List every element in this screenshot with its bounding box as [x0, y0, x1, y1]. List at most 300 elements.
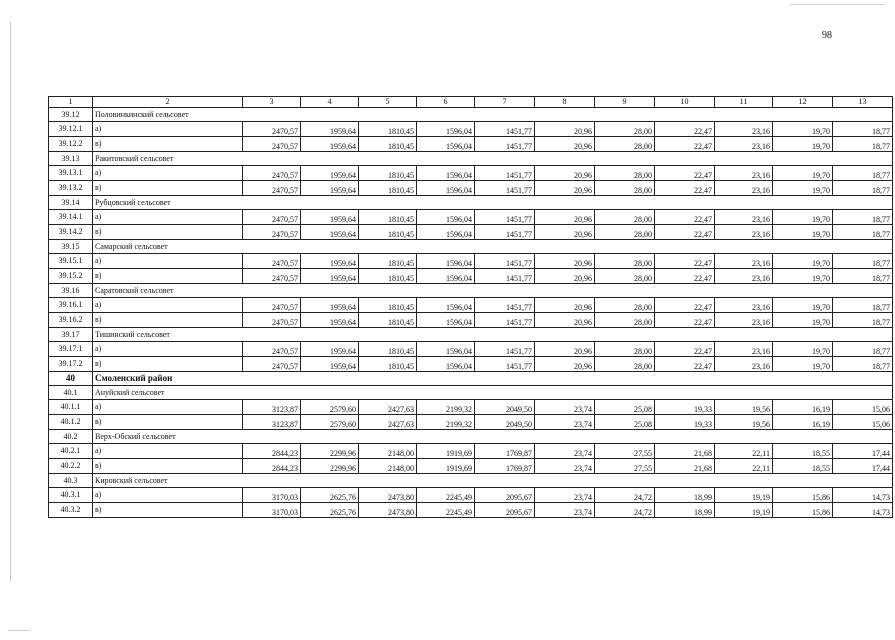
value-cell: 14,73 — [833, 488, 893, 503]
table-row — [49, 269, 893, 284]
value-cell: 1810,45 — [359, 166, 417, 181]
table-row — [49, 342, 893, 357]
value-cell: 18,55 — [773, 444, 833, 459]
value-cell: 19,56 — [715, 415, 773, 430]
value-cell: 28,00 — [595, 269, 655, 284]
section-name: Саратовский сельсовет — [93, 284, 893, 298]
row-code: 40.3.2 — [49, 503, 93, 518]
value-cell: 18,99 — [655, 503, 715, 518]
value-cell: 3123,87 — [243, 415, 301, 430]
value-cell: 1596,04 — [417, 298, 475, 313]
value-cell: 2199,32 — [417, 415, 475, 430]
value-cell: 18,77 — [833, 210, 893, 225]
row-variant-label: а) — [93, 210, 243, 225]
section-row — [49, 240, 893, 254]
value-cell: 27,55 — [595, 444, 655, 459]
row-code: 39.15 — [49, 240, 93, 254]
value-cell: 21,68 — [655, 444, 715, 459]
table-row — [49, 137, 893, 152]
row-variant-label: в) — [93, 225, 243, 240]
value-cell: 2470,57 — [243, 342, 301, 357]
value-cell: 1596,04 — [417, 122, 475, 137]
value-cell: 28,00 — [595, 137, 655, 152]
row-code: 39.14.2 — [49, 225, 93, 240]
value-cell: 18,77 — [833, 181, 893, 196]
section-name: Верх-Обский сельсовет — [93, 430, 893, 444]
value-cell: 2470,57 — [243, 225, 301, 240]
value-cell: 19,70 — [773, 313, 833, 328]
value-cell: 2470,57 — [243, 122, 301, 137]
value-cell: 1596,04 — [417, 254, 475, 269]
row-code: 40.2 — [49, 430, 93, 444]
row-code: 39.14 — [49, 196, 93, 210]
column-header: 2 — [93, 97, 243, 108]
value-cell: 15,06 — [833, 415, 893, 430]
table-row — [49, 210, 893, 225]
value-cell: 1596,04 — [417, 137, 475, 152]
column-header: 3 — [243, 97, 301, 108]
value-cell: 28,00 — [595, 225, 655, 240]
value-cell: 2579,60 — [301, 400, 359, 415]
value-cell: 1959,64 — [301, 342, 359, 357]
row-code: 39.15.2 — [49, 269, 93, 284]
value-cell: 1596,04 — [417, 166, 475, 181]
value-cell: 18,77 — [833, 225, 893, 240]
value-cell: 20,96 — [535, 166, 595, 181]
value-cell: 1959,64 — [301, 269, 359, 284]
value-cell: 3123,87 — [243, 400, 301, 415]
value-cell: 1810,45 — [359, 269, 417, 284]
value-cell: 1596,04 — [417, 313, 475, 328]
value-cell: 2470,57 — [243, 181, 301, 196]
row-code: 40.3 — [49, 474, 93, 488]
value-cell: 19,19 — [715, 488, 773, 503]
value-cell: 19,70 — [773, 210, 833, 225]
value-cell: 28,00 — [595, 342, 655, 357]
value-cell: 22,47 — [655, 210, 715, 225]
value-cell: 2148,00 — [359, 459, 417, 474]
value-cell: 1959,64 — [301, 137, 359, 152]
row-code: 39.17.2 — [49, 357, 93, 372]
value-cell: 14,73 — [833, 503, 893, 518]
value-cell: 3170,03 — [243, 488, 301, 503]
row-code: 39.16 — [49, 284, 93, 298]
column-header: 6 — [417, 97, 475, 108]
value-cell: 22,47 — [655, 166, 715, 181]
value-cell: 2427,63 — [359, 400, 417, 415]
value-cell: 28,00 — [595, 357, 655, 372]
scan-edge-left — [10, 22, 11, 582]
table-row — [49, 254, 893, 269]
row-code: 40.1.2 — [49, 415, 93, 430]
value-cell: 1959,64 — [301, 254, 359, 269]
value-cell: 1451,77 — [475, 254, 535, 269]
value-cell: 19,70 — [773, 298, 833, 313]
column-header: 11 — [715, 97, 773, 108]
table-row — [49, 122, 893, 137]
value-cell: 2844,23 — [243, 459, 301, 474]
value-cell: 1810,45 — [359, 357, 417, 372]
value-cell: 20,96 — [535, 137, 595, 152]
value-cell: 20,96 — [535, 298, 595, 313]
value-cell: 19,70 — [773, 181, 833, 196]
value-cell: 1451,77 — [475, 122, 535, 137]
value-cell: 2625,76 — [301, 488, 359, 503]
value-cell: 1959,64 — [301, 357, 359, 372]
value-cell: 1451,77 — [475, 210, 535, 225]
value-cell: 22,47 — [655, 342, 715, 357]
row-code: 39.12.1 — [49, 122, 93, 137]
scan-mark-bottom — [8, 630, 30, 631]
row-variant-label: в) — [93, 313, 243, 328]
value-cell: 19,56 — [715, 400, 773, 415]
value-cell: 20,96 — [535, 225, 595, 240]
section-row — [49, 430, 893, 444]
table-row — [49, 400, 893, 415]
row-variant-label: а) — [93, 400, 243, 415]
scan-edge-top — [790, 4, 885, 5]
row-code: 39.16.1 — [49, 298, 93, 313]
value-cell: 1596,04 — [417, 225, 475, 240]
value-cell: 23,16 — [715, 225, 773, 240]
value-cell: 20,96 — [535, 181, 595, 196]
value-cell: 2470,57 — [243, 313, 301, 328]
value-cell: 2473,80 — [359, 503, 417, 518]
row-variant-label: а) — [93, 342, 243, 357]
value-cell: 28,00 — [595, 254, 655, 269]
value-cell: 16,19 — [773, 400, 833, 415]
table-body — [49, 97, 893, 518]
value-cell: 1451,77 — [475, 166, 535, 181]
tariff-table — [48, 96, 893, 518]
section-row — [49, 474, 893, 488]
table-header-row — [49, 97, 893, 108]
value-cell: 24,72 — [595, 488, 655, 503]
value-cell: 20,96 — [535, 210, 595, 225]
value-cell: 23,16 — [715, 122, 773, 137]
value-cell: 1810,45 — [359, 210, 417, 225]
value-cell: 16,19 — [773, 415, 833, 430]
value-cell: 2299,96 — [301, 444, 359, 459]
value-cell: 22,47 — [655, 137, 715, 152]
section-name: Тишинский сельсовет — [93, 328, 893, 342]
value-cell: 1810,45 — [359, 181, 417, 196]
column-header: 1 — [49, 97, 93, 108]
value-cell: 2095,67 — [475, 503, 535, 518]
value-cell: 22,47 — [655, 181, 715, 196]
value-cell: 2579,60 — [301, 415, 359, 430]
value-cell: 1596,04 — [417, 269, 475, 284]
row-variant-label: а) — [93, 488, 243, 503]
row-code: 40.1.1 — [49, 400, 93, 415]
value-cell: 1919,69 — [417, 444, 475, 459]
value-cell: 2473,80 — [359, 488, 417, 503]
value-cell: 2470,57 — [243, 166, 301, 181]
value-cell: 1959,64 — [301, 181, 359, 196]
value-cell: 1451,77 — [475, 298, 535, 313]
value-cell: 1596,04 — [417, 181, 475, 196]
value-cell: 1451,77 — [475, 181, 535, 196]
table-row — [49, 488, 893, 503]
value-cell: 19,33 — [655, 415, 715, 430]
table-row — [49, 166, 893, 181]
value-cell: 1959,64 — [301, 122, 359, 137]
value-cell: 23,16 — [715, 137, 773, 152]
row-code: 39.17.1 — [49, 342, 93, 357]
table-row — [49, 313, 893, 328]
column-header: 13 — [833, 97, 893, 108]
value-cell: 28,00 — [595, 166, 655, 181]
value-cell: 17,44 — [833, 459, 893, 474]
value-cell: 2844,23 — [243, 444, 301, 459]
value-cell: 2470,57 — [243, 210, 301, 225]
value-cell: 1810,45 — [359, 225, 417, 240]
row-variant-label: а) — [93, 122, 243, 137]
table-row — [49, 225, 893, 240]
value-cell: 28,00 — [595, 181, 655, 196]
value-cell: 23,74 — [535, 503, 595, 518]
value-cell: 19,70 — [773, 254, 833, 269]
value-cell: 28,00 — [595, 313, 655, 328]
value-cell: 22,47 — [655, 313, 715, 328]
row-code: 40.3.1 — [49, 488, 93, 503]
section-row — [49, 386, 893, 400]
column-header: 8 — [535, 97, 595, 108]
row-code: 40.2.1 — [49, 444, 93, 459]
value-cell: 1451,77 — [475, 137, 535, 152]
value-cell: 1451,77 — [475, 357, 535, 372]
value-cell: 1919,69 — [417, 459, 475, 474]
row-code: 39.17 — [49, 328, 93, 342]
value-cell: 1959,64 — [301, 210, 359, 225]
value-cell: 25,08 — [595, 400, 655, 415]
value-cell: 25,08 — [595, 415, 655, 430]
value-cell: 19,33 — [655, 400, 715, 415]
value-cell: 18,77 — [833, 342, 893, 357]
value-cell: 23,16 — [715, 342, 773, 357]
value-cell: 23,16 — [715, 313, 773, 328]
row-variant-label: в) — [93, 269, 243, 284]
table-row — [49, 357, 893, 372]
value-cell: 22,11 — [715, 444, 773, 459]
value-cell: 19,70 — [773, 137, 833, 152]
section-row — [49, 284, 893, 298]
row-variant-label: а) — [93, 254, 243, 269]
value-cell: 22,47 — [655, 269, 715, 284]
value-cell: 1451,77 — [475, 225, 535, 240]
value-cell: 23,16 — [715, 181, 773, 196]
value-cell: 23,74 — [535, 444, 595, 459]
value-cell: 28,00 — [595, 298, 655, 313]
column-header: 9 — [595, 97, 655, 108]
page-number: 98 — [822, 30, 832, 41]
value-cell: 1810,45 — [359, 254, 417, 269]
value-cell: 19,70 — [773, 269, 833, 284]
row-code: 39.16.2 — [49, 313, 93, 328]
row-variant-label: в) — [93, 459, 243, 474]
value-cell: 15,06 — [833, 400, 893, 415]
value-cell: 1959,64 — [301, 298, 359, 313]
value-cell: 1451,77 — [475, 269, 535, 284]
row-variant-label: а) — [93, 166, 243, 181]
value-cell: 23,16 — [715, 269, 773, 284]
value-cell: 2245,49 — [417, 503, 475, 518]
row-code: 39.13.2 — [49, 181, 93, 196]
value-cell: 22,47 — [655, 357, 715, 372]
table-row — [49, 415, 893, 430]
section-row — [49, 328, 893, 342]
value-cell: 23,16 — [715, 166, 773, 181]
value-cell: 21,68 — [655, 459, 715, 474]
row-code: 39.15.1 — [49, 254, 93, 269]
section-row — [49, 152, 893, 166]
value-cell: 19,19 — [715, 503, 773, 518]
value-cell: 22,47 — [655, 298, 715, 313]
value-cell: 15,86 — [773, 488, 833, 503]
value-cell: 23,74 — [535, 488, 595, 503]
value-cell: 19,70 — [773, 357, 833, 372]
value-cell: 2148,00 — [359, 444, 417, 459]
value-cell: 15,86 — [773, 503, 833, 518]
value-cell: 2470,57 — [243, 357, 301, 372]
value-cell: 1959,64 — [301, 225, 359, 240]
value-cell: 22,47 — [655, 122, 715, 137]
value-cell: 28,00 — [595, 122, 655, 137]
value-cell: 18,77 — [833, 357, 893, 372]
column-header: 10 — [655, 97, 715, 108]
row-variant-label: в) — [93, 181, 243, 196]
value-cell: 18,77 — [833, 254, 893, 269]
district-row — [49, 372, 893, 386]
value-cell: 23,16 — [715, 357, 773, 372]
row-code: 40 — [49, 372, 93, 386]
value-cell: 18,77 — [833, 122, 893, 137]
value-cell: 20,96 — [535, 357, 595, 372]
value-cell: 23,16 — [715, 210, 773, 225]
row-code: 40.2.2 — [49, 459, 93, 474]
row-variant-label: а) — [93, 444, 243, 459]
value-cell: 2427,63 — [359, 415, 417, 430]
table-row — [49, 444, 893, 459]
value-cell: 1596,04 — [417, 342, 475, 357]
value-cell: 27,55 — [595, 459, 655, 474]
value-cell: 2049,50 — [475, 400, 535, 415]
column-header: 5 — [359, 97, 417, 108]
value-cell: 23,16 — [715, 298, 773, 313]
column-header: 7 — [475, 97, 535, 108]
section-name: Рубцовский сельсовет — [93, 196, 893, 210]
value-cell: 1810,45 — [359, 122, 417, 137]
value-cell: 20,96 — [535, 313, 595, 328]
value-cell: 1769,87 — [475, 444, 535, 459]
row-code: 39.13 — [49, 152, 93, 166]
value-cell: 18,99 — [655, 488, 715, 503]
value-cell: 23,74 — [535, 459, 595, 474]
section-row — [49, 196, 893, 210]
table-row — [49, 459, 893, 474]
value-cell: 1959,64 — [301, 313, 359, 328]
section-name: Половинкинский сельсовет — [93, 108, 893, 122]
value-cell: 18,77 — [833, 269, 893, 284]
value-cell: 18,77 — [833, 298, 893, 313]
value-cell: 22,47 — [655, 225, 715, 240]
value-cell: 20,96 — [535, 269, 595, 284]
value-cell: 1596,04 — [417, 357, 475, 372]
value-cell: 22,47 — [655, 254, 715, 269]
value-cell: 2299,96 — [301, 459, 359, 474]
row-code: 39.13.1 — [49, 166, 93, 181]
table-row — [49, 181, 893, 196]
value-cell: 17,44 — [833, 444, 893, 459]
value-cell: 1959,64 — [301, 166, 359, 181]
section-row — [49, 108, 893, 122]
value-cell: 2245,49 — [417, 488, 475, 503]
row-code: 39.12.2 — [49, 137, 93, 152]
column-header: 4 — [301, 97, 359, 108]
value-cell: 2470,57 — [243, 298, 301, 313]
row-code: 39.14.1 — [49, 210, 93, 225]
value-cell: 23,74 — [535, 400, 595, 415]
value-cell: 1810,45 — [359, 298, 417, 313]
section-name: Самарский сельсовет — [93, 240, 893, 254]
value-cell: 18,77 — [833, 313, 893, 328]
value-cell: 19,70 — [773, 342, 833, 357]
row-variant-label: в) — [93, 415, 243, 430]
value-cell: 3170,03 — [243, 503, 301, 518]
value-cell: 1810,45 — [359, 313, 417, 328]
table-row — [49, 503, 893, 518]
value-cell: 1810,45 — [359, 137, 417, 152]
value-cell: 18,77 — [833, 166, 893, 181]
value-cell: 22,11 — [715, 459, 773, 474]
section-name: Кировский сельсовет — [93, 474, 893, 488]
value-cell: 20,96 — [535, 342, 595, 357]
value-cell: 20,96 — [535, 122, 595, 137]
value-cell: 1596,04 — [417, 210, 475, 225]
value-cell: 1810,45 — [359, 342, 417, 357]
value-cell: 1769,87 — [475, 459, 535, 474]
value-cell: 2470,57 — [243, 137, 301, 152]
value-cell: 2049,50 — [475, 415, 535, 430]
value-cell: 20,96 — [535, 254, 595, 269]
value-cell: 19,70 — [773, 122, 833, 137]
value-cell: 19,70 — [773, 166, 833, 181]
value-cell: 2470,57 — [243, 269, 301, 284]
row-code: 40.1 — [49, 386, 93, 400]
table-row — [49, 298, 893, 313]
row-variant-label: в) — [93, 503, 243, 518]
value-cell: 1451,77 — [475, 342, 535, 357]
value-cell: 23,16 — [715, 254, 773, 269]
value-cell: 2470,57 — [243, 254, 301, 269]
value-cell: 24,72 — [595, 503, 655, 518]
value-cell: 1451,77 — [475, 313, 535, 328]
district-name: Смоленский район — [93, 372, 893, 386]
section-name: Ануйский сельсовет — [93, 386, 893, 400]
value-cell: 18,55 — [773, 459, 833, 474]
row-variant-label: в) — [93, 357, 243, 372]
row-code: 39.12 — [49, 108, 93, 122]
value-cell: 18,77 — [833, 137, 893, 152]
row-variant-label: а) — [93, 298, 243, 313]
value-cell: 28,00 — [595, 210, 655, 225]
value-cell: 2095,67 — [475, 488, 535, 503]
value-cell: 23,74 — [535, 415, 595, 430]
column-header: 12 — [773, 97, 833, 108]
value-cell: 2199,32 — [417, 400, 475, 415]
value-cell: 19,70 — [773, 225, 833, 240]
section-name: Ракитовский сельсовет — [93, 152, 893, 166]
